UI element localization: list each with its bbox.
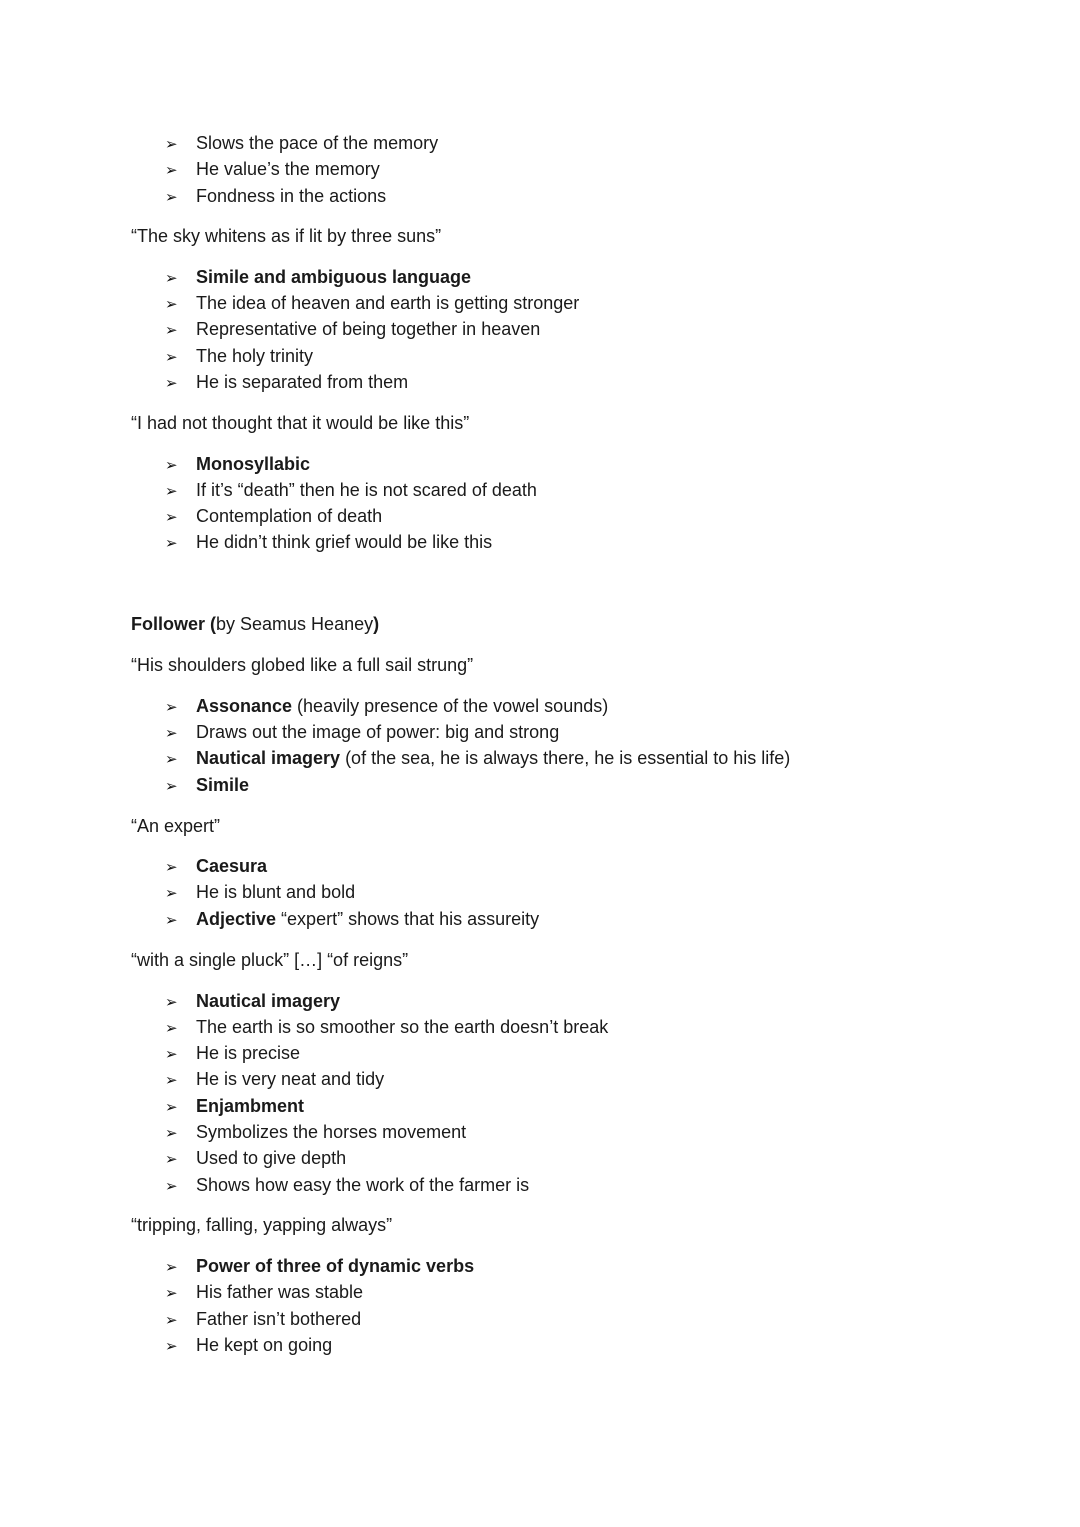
bullet-item: ➢ Fondness in the actions [165, 185, 386, 209]
arrow-bullet-icon: ➢ [165, 1312, 178, 1329]
arrow-bullet-icon: ➢ [165, 725, 178, 742]
arrow-bullet-icon: ➢ [165, 1099, 178, 1116]
bullet-item: ➢ He kept on going [165, 1334, 332, 1358]
bullet-item: ➢ Caesura [165, 855, 267, 879]
bullet-item: ➢ He value’s the memory [165, 158, 380, 182]
bullet-item: ➢ Power of three of dynamic verbs [165, 1255, 474, 1279]
arrow-bullet-icon: ➢ [165, 349, 178, 366]
bullet-item: ➢ Draws out the image of power: big and strong [165, 721, 559, 745]
quote: “The sky whitens as if lit by three suns” [131, 226, 442, 246]
quote: “I had not thought that it would be like this” [131, 413, 470, 433]
bullet-item: ➢ He is precise [165, 1042, 300, 1066]
arrow-bullet-icon: ➢ [165, 778, 178, 795]
quote: “with a single pluck” […] “of reigns” [131, 950, 409, 970]
arrow-bullet-icon: ➢ [165, 1151, 178, 1168]
arrow-bullet-icon: ➢ [165, 535, 178, 552]
arrow-bullet-icon: ➢ [165, 270, 178, 287]
bullet-item: ➢ Symbolizes the horses movement [165, 1121, 466, 1145]
arrow-bullet-icon: ➢ [165, 699, 178, 716]
bullet-item: ➢ Simile and ambiguous language [165, 266, 471, 290]
arrow-bullet-icon: ➢ [165, 162, 178, 179]
quote: “His shoulders globed like a full sail strung” [131, 655, 474, 675]
bullet-item: ➢ The idea of heaven and earth is getting stronger [165, 292, 579, 316]
arrow-bullet-icon: ➢ [165, 912, 178, 929]
arrow-bullet-icon: ➢ [165, 296, 178, 313]
arrow-bullet-icon: ➢ [165, 1125, 178, 1142]
bullet-item: ➢ If it’s “death” then he is not scared of death [165, 479, 537, 503]
arrow-bullet-icon: ➢ [165, 375, 178, 392]
bullet-item: ➢ Assonance (heavily presence of the vowel sounds) [165, 695, 608, 719]
bullet-item: ➢ He is separated from them [165, 371, 408, 395]
quote: “An expert” [131, 816, 221, 836]
bullet-item: ➢ Simile [165, 774, 249, 798]
bullet-item: ➢ The holy trinity [165, 345, 313, 369]
bullet-item: ➢ Representative of being together in heaven [165, 318, 540, 342]
bullet-item: ➢ He is blunt and bold [165, 881, 355, 905]
bullet-item: ➢ His father was stable [165, 1281, 363, 1305]
arrow-bullet-icon: ➢ [165, 509, 178, 526]
arrow-bullet-icon: ➢ [165, 322, 178, 339]
bullet-item: ➢ Father isn’t bothered [165, 1308, 361, 1332]
arrow-bullet-icon: ➢ [165, 1259, 178, 1276]
bullet-item: ➢ Nautical imagery [165, 990, 340, 1014]
bullet-item: ➢ Contemplation of death [165, 505, 382, 529]
bullet-item: ➢ Nautical imagery (of the sea, he is always there, he is essential to his life) [165, 747, 790, 771]
arrow-bullet-icon: ➢ [165, 859, 178, 876]
arrow-bullet-icon: ➢ [165, 189, 178, 206]
arrow-bullet-icon: ➢ [165, 1046, 178, 1063]
bullet-item: ➢ Used to give depth [165, 1147, 346, 1171]
bullet-item: ➢ Enjambment [165, 1095, 304, 1119]
bullet-item: ➢ He is very neat and tidy [165, 1068, 384, 1092]
arrow-bullet-icon: ➢ [165, 136, 178, 153]
arrow-bullet-icon: ➢ [165, 1285, 178, 1302]
poem-heading: Follower (by Seamus Heaney) [131, 614, 380, 634]
bullet-item: ➢ The earth is so smoother so the earth doesn’t break [165, 1016, 608, 1040]
bullet-item: ➢ Shows how easy the work of the farmer is [165, 1174, 529, 1198]
bullet-item: ➢ Monosyllabic [165, 453, 310, 477]
arrow-bullet-icon: ➢ [165, 751, 178, 768]
arrow-bullet-icon: ➢ [165, 885, 178, 902]
arrow-bullet-icon: ➢ [165, 1338, 178, 1355]
bullet-item: ➢ Slows the pace of the memory [165, 132, 438, 156]
arrow-bullet-icon: ➢ [165, 1020, 178, 1037]
arrow-bullet-icon: ➢ [165, 994, 178, 1011]
arrow-bullet-icon: ➢ [165, 483, 178, 500]
bullet-item: ➢ He didn’t think grief would be like this [165, 531, 492, 555]
arrow-bullet-icon: ➢ [165, 1178, 178, 1195]
bullet-item: ➢ Adjective “expert” shows that his assureity [165, 908, 539, 932]
arrow-bullet-icon: ➢ [165, 457, 178, 474]
arrow-bullet-icon: ➢ [165, 1072, 178, 1089]
quote: “tripping, falling, yapping always” [131, 1215, 393, 1235]
